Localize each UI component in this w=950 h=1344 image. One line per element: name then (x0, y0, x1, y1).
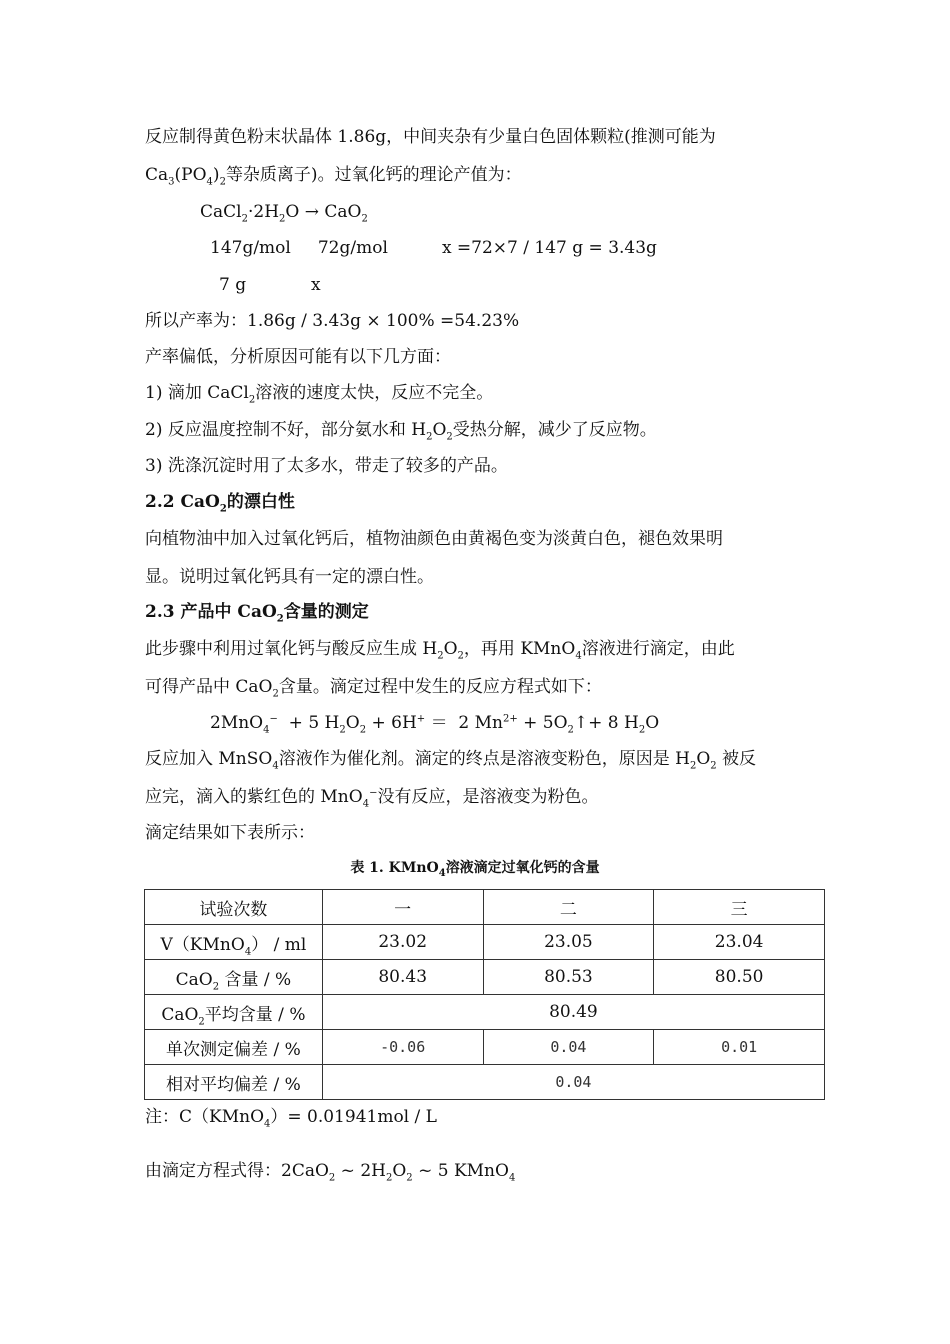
table-cell: 0.01 (654, 1030, 825, 1065)
row-label: 相对平均偏差 / % (145, 1065, 323, 1100)
table-cell: -0.06 (322, 1030, 483, 1065)
equation-line: $CaCl_2\cdot 2H_2O \to CaO_2$ (200, 202, 368, 225)
table-row (145, 1065, 825, 1100)
row-label: 单次测定偏差 / % (145, 1030, 323, 1065)
table-header-cell: 二 (483, 890, 654, 925)
table-cell: 80.49 (322, 995, 824, 1030)
list-item: 2) 反应温度控制不好，部分氨水和 $H_2O_2$受热分解，减少了反应物。 (145, 420, 657, 443)
paragraph-line: 向植物油中加入过氧化钙后，植物油颜色由黄褐色变为淡黄白色，褪色效果明 (145, 529, 723, 549)
list-item: 1) 滴加 CaCl$_2$溶液的速度太快，反应不完全。 (145, 383, 494, 406)
table-header-cell: 试验次数 (145, 890, 323, 925)
section-heading: 2.2 CaO$_2$的漂白性 (145, 492, 295, 515)
table-cell: 23.02 (322, 925, 483, 960)
table-cell: 0.04 (483, 1030, 654, 1065)
table-row (145, 925, 825, 960)
results-table (144, 889, 825, 1100)
equation-line: 7 g x (219, 275, 321, 295)
table-row (145, 960, 825, 995)
table-cell: 80.50 (654, 960, 825, 995)
table-header-cell: 一 (322, 890, 483, 925)
row-label: CaO$_2$平均含量 / % (145, 995, 323, 1030)
table-row (145, 1030, 825, 1065)
paragraph-line: 由滴定方程式得：2CaO$_2$ ~ $2H_2O_2$ ~ 5 KMnO$_4$ (145, 1161, 516, 1184)
equation-line: 147g/mol 72g/mol x =72×7 / 147 g = 3.43g (210, 238, 657, 258)
table-row (145, 890, 825, 925)
paragraph-line: 反应制得黄色粉末状晶体 1.86g，中间夹杂有少量白色固体颗粒(推测可能为 (145, 127, 716, 147)
paragraph-line: 此步骤中利用过氧化钙与酸反应生成 $H_2O_2$，再用 KMnO$_4$溶液进行滴定，由此 (145, 639, 735, 662)
table-cell: 23.04 (654, 925, 825, 960)
equation-line: 2MnO$_4$− + 5 $H_2O_2 + 6H^+ = 2$ $Mn^{2+}$ + $5O_2↑+ 8$ $H_2O$ (210, 713, 660, 736)
paragraph-line: 可得产品中 CaO$_2$含量。滴定过程中发生的反应方程式如下： (145, 677, 602, 700)
table-header-cell: 三 (654, 890, 825, 925)
table-note: 注：C（KMnO$_4$）= 0.01941mol / L (145, 1107, 437, 1130)
paragraph-line: 反应加入 MnSO$_4$溶液作为催化剂。滴定的终点是溶液变粉色，原因是 $H_2O_2$ 被反 (145, 749, 757, 772)
table-cell: 80.43 (322, 960, 483, 995)
table-cell: 80.53 (483, 960, 654, 995)
paragraph-line: 滴定结果如下表所示： (145, 823, 315, 843)
paragraph-line: 产率偏低，分析原因可能有以下几方面： (145, 347, 451, 367)
list-item: 3) 洗涤沉淀时用了太多水，带走了较多的产品。 (145, 456, 508, 476)
table-cell: 0.04 (322, 1065, 824, 1100)
row-label: CaO$_2$ 含量 / % (145, 960, 323, 995)
row-label: V（KMnO$_4$） / ml (145, 925, 323, 960)
table-row (145, 995, 825, 1030)
paragraph-line: 应完，滴入的紫红色的 MnO$_4$−没有反应，是溶液变为粉色。 (145, 787, 599, 810)
table-cell: 23.05 (483, 925, 654, 960)
paragraph-line: $Ca_3(PO_4)_2$等杂质离子)。过氧化钙的理论产值为： (145, 165, 522, 188)
table-caption: 表 1. KMnO$_4$溶液滴定过氧化钙的含量 (350, 860, 600, 879)
paragraph-line: 显。说明过氧化钙具有一定的漂白性。 (145, 567, 434, 587)
paragraph-line: 所以产率为：1.86g / 3.43g × 100% =54.23% (145, 311, 520, 331)
section-heading: 2.3 产品中 CaO$_2$含量的测定 (145, 602, 369, 625)
